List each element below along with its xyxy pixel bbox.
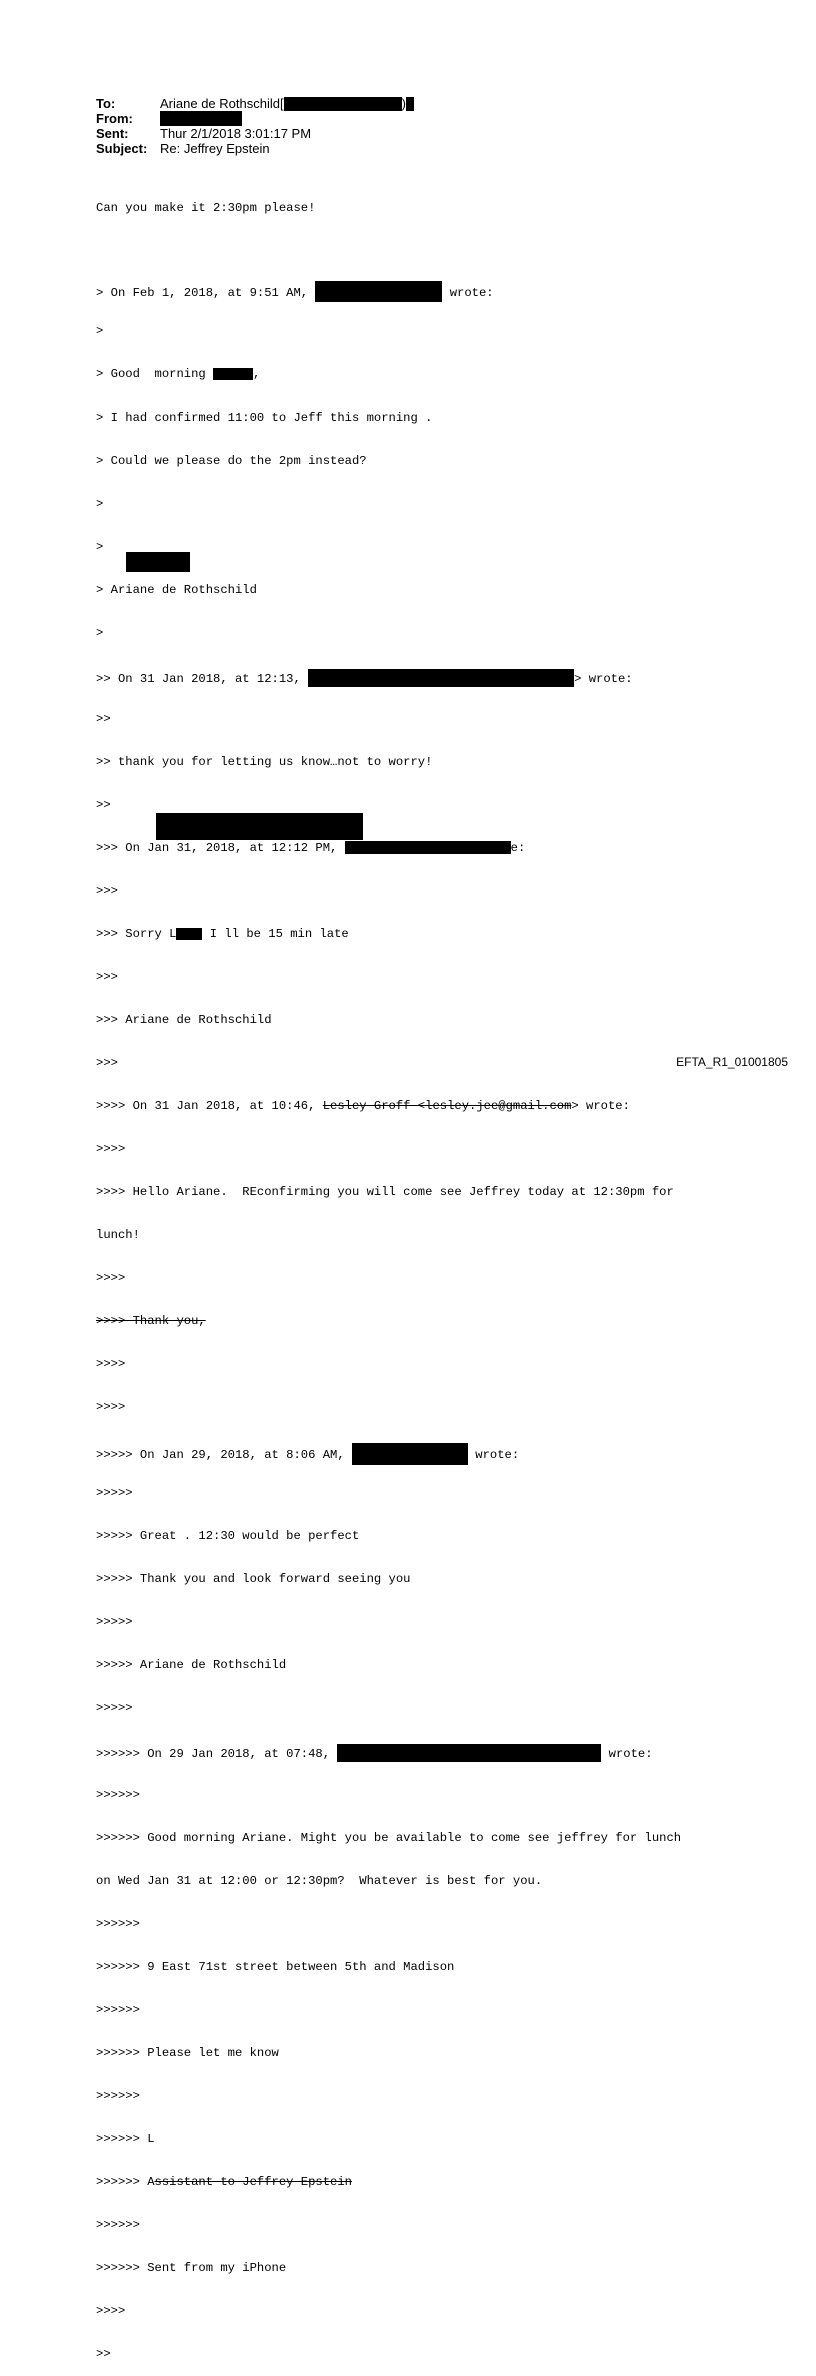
redaction-bar — [337, 1744, 601, 1762]
redaction-bar — [406, 97, 414, 111]
body-line: on Wed Jan 31 at 12:00 or 12:30pm? Whatever is best for you. — [96, 1873, 543, 1888]
redaction-bar — [315, 281, 442, 302]
body-line: >> — [96, 2346, 111, 2361]
body-line: >>>>>> — [96, 2088, 140, 2103]
body-line: >>>> — [96, 1142, 126, 1157]
body-line: >>> — [96, 883, 118, 898]
body-line: > — [96, 539, 104, 554]
subject-label: Subject: — [96, 141, 148, 156]
struck-email: Lesley Groff <lesley.jee@gmail.com — [322, 1099, 572, 1113]
body-line: >>>>> — [96, 1615, 133, 1630]
redaction-bar — [156, 813, 363, 840]
body-line: >>>>>> Sent from my iPhone — [96, 2260, 287, 2275]
body-line: >>>>>> — [96, 2217, 140, 2232]
body-line: >> On 31 Jan 2018, at 12:13, > wrote: — [96, 669, 681, 683]
document-id: EFTA_R1_01001805 — [676, 1055, 788, 1069]
body-line: > — [96, 496, 104, 511]
body-line: >> — [96, 797, 111, 812]
body-line: >>> Ariane de Rothschild — [96, 1012, 272, 1027]
body-line: >>>>>> Assistant to Jeffrey Epstein — [96, 2174, 352, 2189]
body-line: >>>>> Ariane de Rothschild — [96, 1658, 287, 1673]
body-line: >>>>>> On 29 Jan 2018, at 07:48, wrote: — [96, 1744, 681, 1758]
email-header — [96, 96, 414, 156]
body-line: >>> On Jan 31, 2018, at 12:12 PM, e: — [96, 840, 526, 855]
body-line: >>>>> — [96, 1701, 133, 1716]
body-line: >>>> — [96, 2303, 126, 2318]
body-line: > Could we please do the 2pm instead? — [96, 453, 367, 468]
redaction-bar — [352, 1443, 468, 1465]
subject-row — [96, 141, 414, 156]
body-line: >>>>>> L — [96, 2131, 155, 2146]
body-line: > — [96, 625, 104, 640]
from-label: From: — [96, 111, 133, 126]
redaction-bar — [284, 97, 402, 111]
body-line: > I had confirmed 11:00 to Jeff this morning . — [96, 410, 433, 425]
body-line: >>>>>> Please let me know — [96, 2045, 279, 2060]
body-line: >>>> Thank you, — [96, 1314, 206, 1329]
to-value: Ariane de Rothschild[ ) — [160, 96, 414, 111]
subject-value: Re: Jeffrey Epstein — [160, 141, 270, 156]
sent-row — [96, 126, 414, 141]
body-line: Can you make it 2:30pm please! — [96, 200, 316, 215]
body-line: >>>>> — [96, 1486, 133, 1501]
body-line: >>>> Hello Ariane. REconfirming you will come see Jeffrey today at 12:30pm for — [96, 1185, 674, 1200]
body-line: >>> — [96, 1055, 118, 1070]
sent-value: Thur 2/1/2018 3:01:17 PM — [160, 126, 312, 141]
sent-label: Sent: — [96, 126, 129, 141]
body-line: >>> Sorry L I ll be 15 min late — [96, 926, 349, 941]
body-line: >>>>>> — [96, 2002, 140, 2017]
body-line: >> thank you for letting us know…not to worry! — [96, 754, 433, 769]
body-line: >>>>>> Good morning Ariane. Might you be available to come see jeffrey for lunch — [96, 1830, 682, 1845]
body-line: >>>> On 31 Jan 2018, at 10:46, Lesley Groff <lesley.jee@gmail.com> wrote: — [96, 1099, 630, 1113]
body-line: > Good morning , — [96, 367, 261, 382]
body-line: > Ariane de Rothschild — [96, 582, 257, 597]
body-line: >>>>>> 9 East 71st street between 5th and Madison — [96, 1959, 455, 1974]
body-line: >>>>>> — [96, 1916, 140, 1931]
redaction-bar — [176, 928, 202, 940]
to-label: To: — [96, 96, 116, 111]
to-row — [96, 96, 414, 111]
body-line: >>>>> On Jan 29, 2018, at 8:06 AM, wrote: — [96, 1443, 681, 1457]
body-line: >>>>> Great . 12:30 would be perfect — [96, 1529, 360, 1544]
redaction-bar — [213, 368, 253, 380]
body-line: >>>> — [96, 1400, 126, 1415]
body-line: >> — [96, 711, 111, 726]
body-line: >>> — [96, 969, 118, 984]
body-line: >>>>>> — [96, 1787, 140, 1802]
body-line: >>>> — [96, 1271, 126, 1286]
body-line: > On Feb 1, 2018, at 9:51 AM, wrote: — [96, 281, 681, 295]
body-line: >>>>> Thank you and look forward seeing you — [96, 1572, 411, 1587]
body-line: lunch! — [96, 1228, 140, 1243]
from-value — [160, 111, 242, 126]
redaction-bar — [345, 841, 511, 854]
redaction-bar — [126, 552, 190, 572]
redaction-bar — [160, 111, 242, 126]
email-body — [96, 172, 681, 2376]
from-row — [96, 111, 414, 126]
body-line: > — [96, 324, 104, 339]
body-line: >>>> — [96, 1357, 126, 1372]
redaction-bar — [308, 669, 574, 687]
